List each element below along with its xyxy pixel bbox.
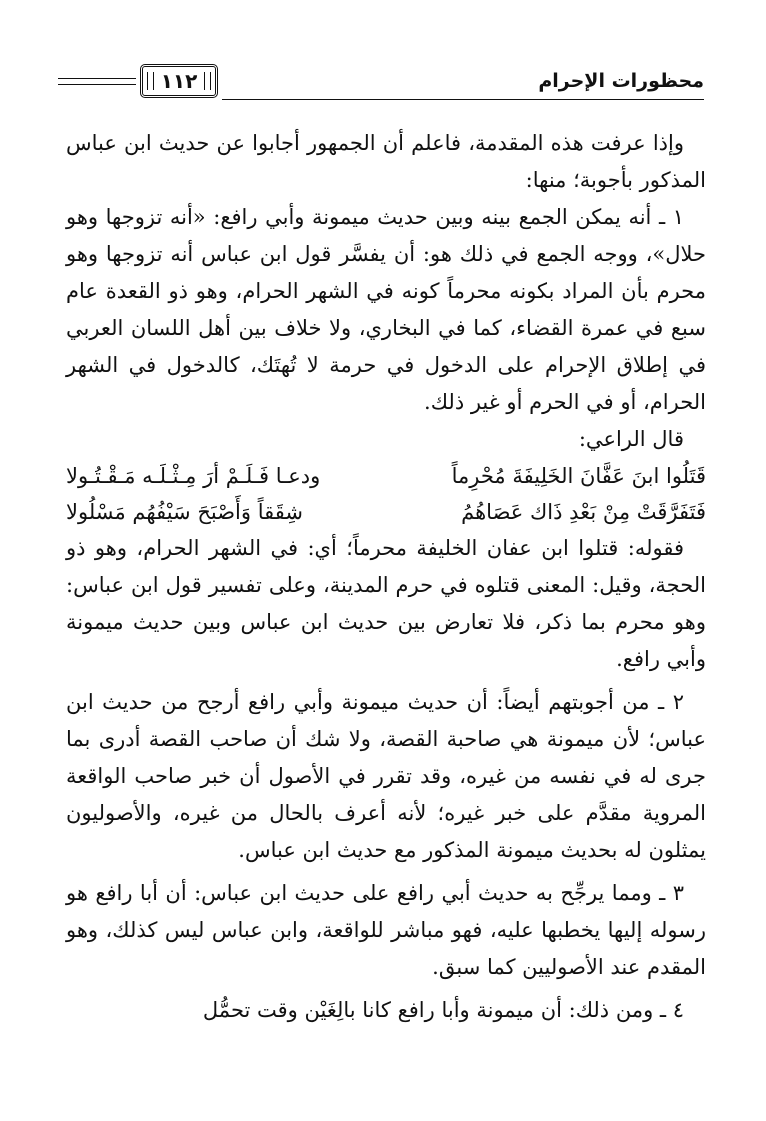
poem-second-hemistich: شِقَقاً وَأَصْبَحَ سَيْفُهُم مَسْلُولا xyxy=(66,500,303,524)
poem xyxy=(66,458,706,530)
poem-verse xyxy=(66,494,706,530)
paragraph-verse-explanation: فقوله: قتلوا ابن عفان الخليفة محرماً؛ أي: في الشهر الحرام، وهو ذو الحجة، وقيل: المعنى قتلوه في حرم المدينة، وعلى تفسير قول ابن عباس: وهو محرم بما ذكر، فلا تعارض بين حديث ابن عباس وبين حديث ميمونة وأبي رافع. xyxy=(66,536,706,671)
page-header xyxy=(58,62,704,106)
paragraph-answer-2: ٢ ـ من أجوبتهم أيضاً: أن حديث ميمونة وأبي رافع أرجح من حديث ابن عباس؛ لأن ميمونة هي صاحبة القصة، ولا شك أن صاحب القصة أدرى بما جرى له في نفسه من غيره، وقد تقرر في الأصول أن خبر صاحب الواقعة المروية مقدَّم على خبر غيره؛ لأنه أعرف بالحال من غيره، والأصوليون يمثلون له بحديث ميمونة المذكور مع حديث ابن عباس. xyxy=(66,690,706,862)
page-body xyxy=(66,125,706,1029)
header-rule-left xyxy=(58,78,136,85)
paragraph-intro: وإذا عرفت هذه المقدمة، فاعلم أن الجمهور أجابوا عن حديث ابن عباس المذكور بأجوبة؛ منها: xyxy=(66,131,706,192)
page-number: ١١٢ xyxy=(140,64,218,98)
poem-first-hemistich: فَتَفَرَّقَتْ مِنْ بَعْدِ ذَاك عَصَاهُمُ xyxy=(461,500,706,524)
poem-second-hemistich: ودعـا فَـلَـمْ أرَ مِـثْـلَـه مَـقْـتُـولا xyxy=(66,464,321,488)
paragraph-answer-3: ٣ ـ ومما يرجِّح به حديث أبي رافع على حديث ابن عباس: أن أبا رافع هو رسوله إليها يخطبها عليه، فهو مباشر للواقعة، وابن عباس ليس كذلك، وهو المقدم عند الأصوليين كما سبق. xyxy=(66,881,706,979)
header-rule-right xyxy=(222,99,704,100)
paragraph-answer-4: ٤ ـ ومن ذلك: أن ميمونة وأبا رافع كانا بالِغَيْن وقت تحمُّل xyxy=(202,998,684,1022)
poem-first-hemistich: قَتَلُوا ابنَ عَفَّانَ الخَلِيفَةَ مُحْرِماً xyxy=(451,464,706,488)
poem-verse xyxy=(66,458,706,494)
poet-attribution: قال الراعي: xyxy=(578,427,684,451)
paragraph-answer-1: ١ ـ أنه يمكن الجمع بينه وبين حديث ميمونة وأبي رافع: «أنه تزوجها وهو حلال»، ووجه الجمع في ذلك هو: أن يفسَّر قول ابن عباس أنه تزوجها وهو محرم بأن المراد بكونه محرماً كونه في الشهر الحرام، وهو ذو القعدة عام سبع في عمرة القضاء، كما في البخاري، ولا خلاف بين أهل اللسان العربي في إطلاق الإحرام على الدخول في حرمة لا تُهتَك، كالدخول في الشهر الحرام، أو في الحرم أو غير ذلك. xyxy=(66,205,706,414)
running-title: محظورات الإحرام xyxy=(538,70,704,92)
